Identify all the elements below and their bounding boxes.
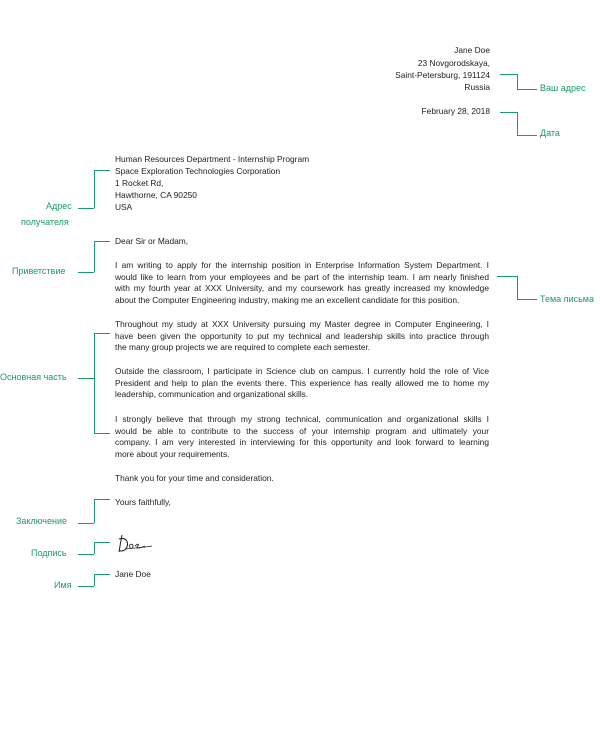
bracket-recipient	[94, 170, 110, 171]
annotation-name: Имя	[54, 580, 72, 590]
bracket-name	[78, 586, 94, 587]
annotation-subject: Тема письма	[540, 294, 594, 304]
annotation-signature: Подпись	[31, 548, 67, 558]
bracket-signature	[94, 542, 110, 543]
paragraph-line: President and help to plan the events there. This experience has really allowed me to home my	[115, 377, 489, 388]
paragraph-line: have been given the opportunity to put my technical and leadership skills into practice through	[115, 330, 489, 341]
bracket-signature	[78, 554, 94, 555]
paragraph-line: about the Computer Engineering industry, making me an excellent candidate for this position.	[115, 294, 460, 305]
bracket-address	[517, 89, 537, 90]
bracket-address	[500, 74, 517, 75]
signed-name: Jane Doe	[115, 569, 151, 579]
bracket-name	[94, 574, 95, 586]
paragraph-line: with my fourth year at XXX University, and my coursework has greatly increased my knowledge	[115, 283, 489, 294]
recipient-line: Hawthorne, CA 90250	[115, 190, 197, 200]
sender-city: Saint-Petersburg, 191124	[395, 70, 490, 80]
bracket-greeting	[94, 241, 95, 272]
bracket-recipient	[94, 170, 95, 208]
signature-image	[116, 531, 156, 555]
paragraph-conclusion	[115, 414, 489, 460]
bracket-body	[94, 333, 95, 433]
paragraph-line: would be able to contribute to the success of your internship program and ultimately your	[115, 425, 489, 436]
bracket-date	[500, 112, 517, 113]
annotation-greeting: Приветствие	[12, 266, 66, 276]
recipient-line: 1 Rocket Rd,	[115, 178, 164, 188]
paragraph-study	[115, 319, 489, 354]
paragraph-intro	[115, 260, 489, 306]
bracket-conclusion	[78, 523, 94, 524]
bracket-body	[94, 333, 110, 334]
thanks-line: Thank you for your time and consideration.	[115, 473, 274, 483]
sender-name: Jane Doe	[454, 45, 490, 55]
bracket-body	[78, 378, 94, 379]
bracket-conclusion	[94, 499, 110, 500]
annotation-body: Основная часть	[0, 372, 67, 382]
bracket-date	[517, 135, 537, 136]
bracket-greeting	[78, 272, 94, 273]
paragraph-line: I strongly believe that through my strong technical, communication and organizational skills I	[115, 414, 489, 424]
bracket-subject	[517, 276, 518, 299]
bracket-body	[94, 433, 110, 434]
paragraph-line: more about your requirements.	[115, 448, 230, 459]
bracket-signature	[94, 542, 95, 554]
bracket-date	[517, 112, 518, 135]
paragraph-line: I am writing to apply for the internship position in Enterprise Information System Department. I	[115, 260, 489, 270]
bracket-greeting	[94, 241, 110, 242]
sender-street: 23 Novgorodskaya,	[417, 58, 490, 68]
bracket-recipient	[78, 208, 94, 209]
recipient-line: USA	[115, 202, 133, 212]
sender-country: Russia	[464, 82, 490, 92]
bracket-conclusion	[94, 499, 95, 523]
paragraph-line: would like to learn from your employees and be part of the internship team. I am nearly finished	[115, 271, 489, 282]
paragraph-line: the many group projects we are required to complete each semester.	[115, 342, 371, 353]
bracket-address	[517, 74, 518, 89]
paragraph-club	[115, 366, 489, 401]
recipient-line: Space Exploration Technologies Corporation	[115, 166, 281, 176]
annotation-date: Дата	[540, 128, 560, 138]
recipient-line: Human Resources Department - Internship Program	[115, 154, 310, 164]
letter-date: February 28, 2018	[421, 106, 490, 116]
paragraph-line: leadership, communication and organizational skills.	[115, 389, 309, 400]
annotation-recipient-address: Адрес	[46, 201, 72, 211]
paragraph-line: Throughout my study at XXX University pursuing my Master degree in Computer Engineering, I	[115, 319, 489, 329]
salutation: Dear Sir or Madam,	[115, 236, 189, 246]
bracket-subject	[517, 299, 537, 300]
paragraph-line: Outside the classroom, I participate in Science club on campus. I currently hold the role of Vice	[115, 366, 489, 376]
annotation-your-address: Ваш адрес	[540, 83, 586, 93]
closing: Yours faithfully,	[115, 497, 171, 507]
bracket-subject	[497, 276, 517, 277]
bracket-name	[94, 574, 110, 575]
annotation-recipient-address: получателя	[21, 217, 69, 227]
annotation-conclusion: Заключение	[16, 516, 67, 526]
paragraph-line: company. I am very interested in interviewing for this opportunity and look forward to learning	[115, 437, 489, 448]
